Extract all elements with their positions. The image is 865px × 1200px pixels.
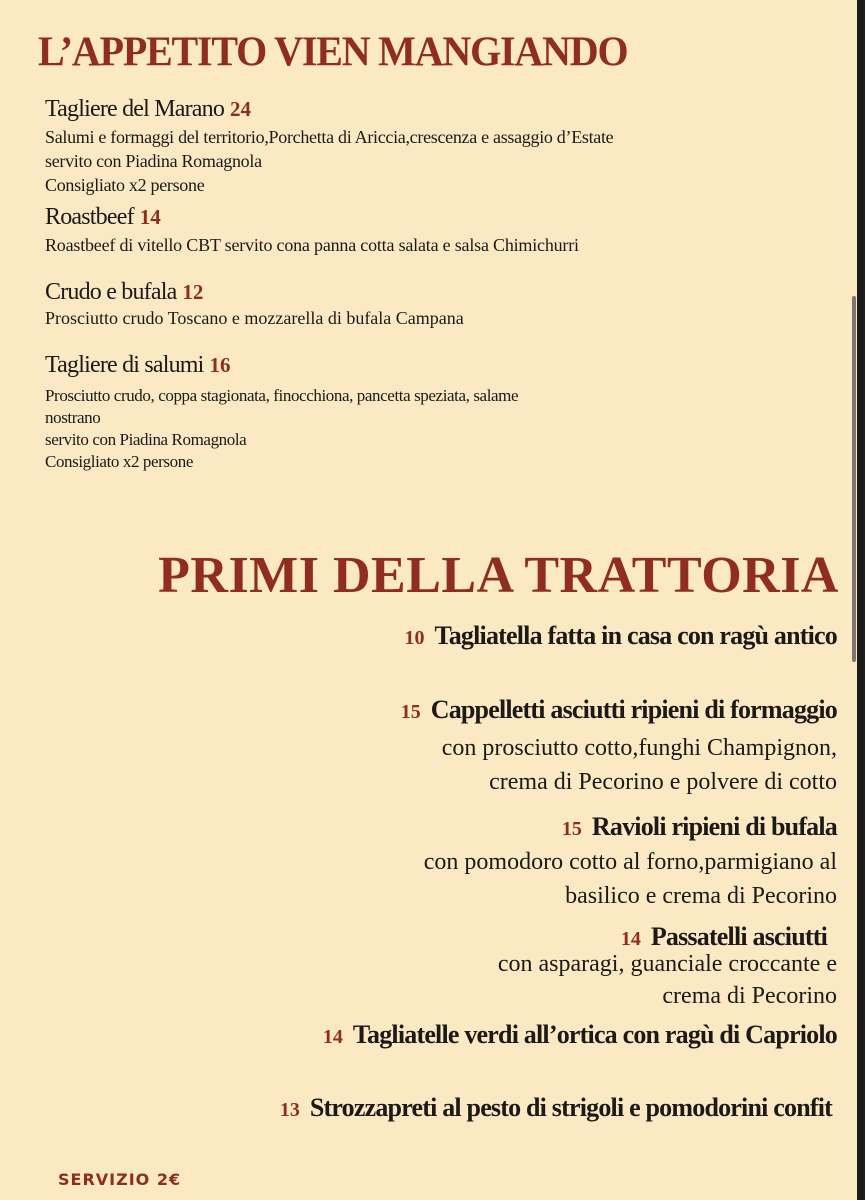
description-line: servito con Piadina Romagnola (45, 430, 247, 449)
description-line: Salumi e formaggi del territorio,Porchetta di Ariccia,crescenza e assaggio d’Estate (45, 127, 614, 147)
menu-item (280, 1093, 832, 1123)
description-line: Prosciutto crudo, coppa stagionata, finocchiona, pancetta speziata, salame (45, 386, 519, 405)
item-price: 14 (620, 928, 641, 950)
description-line: Roastbeef di vitello CBT servito cona panna cotta salata e salsa Chimichurri (45, 235, 579, 255)
description-line: Prosciutto crudo Toscano e mozzarella di bufala Campana (45, 308, 464, 328)
description-line: con pomodoro cotto al forno,parmigiano al (423, 849, 837, 875)
item-price: 12 (182, 280, 204, 304)
description-line: basilico e crema di Pecorino (565, 883, 837, 909)
menu-item (405, 621, 837, 651)
item-price: 16 (209, 353, 231, 377)
item-description (45, 385, 518, 473)
description-line: Consigliato x2 persone (45, 175, 205, 195)
item-price: 15 (561, 818, 582, 840)
item-price: 15 (400, 701, 421, 723)
scrollbar-track[interactable] (857, 0, 865, 1200)
item-name: Roastbeef (45, 204, 134, 230)
item-description (45, 306, 464, 330)
menu-item (45, 96, 251, 123)
service-charge: SERVIZIO 2€ (58, 1170, 182, 1189)
menu-item (45, 204, 161, 231)
description-line: Consigliato x2 persone (45, 452, 193, 471)
item-name: Cappelletti asciutti ripieni di formaggio (430, 695, 837, 724)
scrollbar-thumb[interactable] (852, 296, 856, 662)
item-name: Tagliere del Marano (45, 96, 225, 122)
menu-item (323, 1020, 837, 1050)
item-description (45, 125, 613, 197)
menu-item (45, 352, 231, 379)
item-description (442, 731, 837, 799)
description-line: nostrano (45, 408, 101, 427)
item-price: 10 (404, 627, 425, 649)
item-name: Tagliatella fatta in casa con ragù antico (434, 621, 837, 650)
item-name: Ravioli ripieni di bufala (591, 812, 837, 841)
description-line: crema di Pecorino e polvere di cotto (489, 769, 837, 795)
description-line: con prosciutto cotto,funghi Champignon, (441, 735, 837, 761)
item-price: 13 (279, 1099, 300, 1121)
item-name: Tagliatelle verdi all’ortica con ragù di Capriolo (352, 1020, 837, 1049)
menu-item (401, 695, 837, 725)
item-description (424, 845, 837, 913)
primi-heading: PRIMI DELLA TRATTORIA (158, 547, 839, 604)
item-name: Tagliere di salumi (45, 352, 204, 378)
item-description (45, 233, 579, 257)
antipasti-heading: L’APPETITO VIEN MANGIANDO (38, 27, 628, 76)
item-name: Strozzapreti al pesto di strigoli e pomodorini confit (309, 1093, 832, 1122)
menu-item (45, 279, 203, 306)
description-line: con asparagi, guanciale croccante e (497, 951, 837, 977)
item-price: 24 (230, 97, 252, 121)
item-name: Crudo e bufala (45, 279, 177, 305)
menu-item (562, 812, 837, 842)
description-line: crema di Pecorino (662, 983, 837, 1009)
description-line: servito con Piadina Romagnola (45, 151, 262, 171)
item-name: Passatelli asciutti (650, 922, 827, 951)
item-price: 14 (139, 205, 161, 229)
item-price: 14 (322, 1026, 343, 1048)
item-description (498, 948, 837, 1012)
